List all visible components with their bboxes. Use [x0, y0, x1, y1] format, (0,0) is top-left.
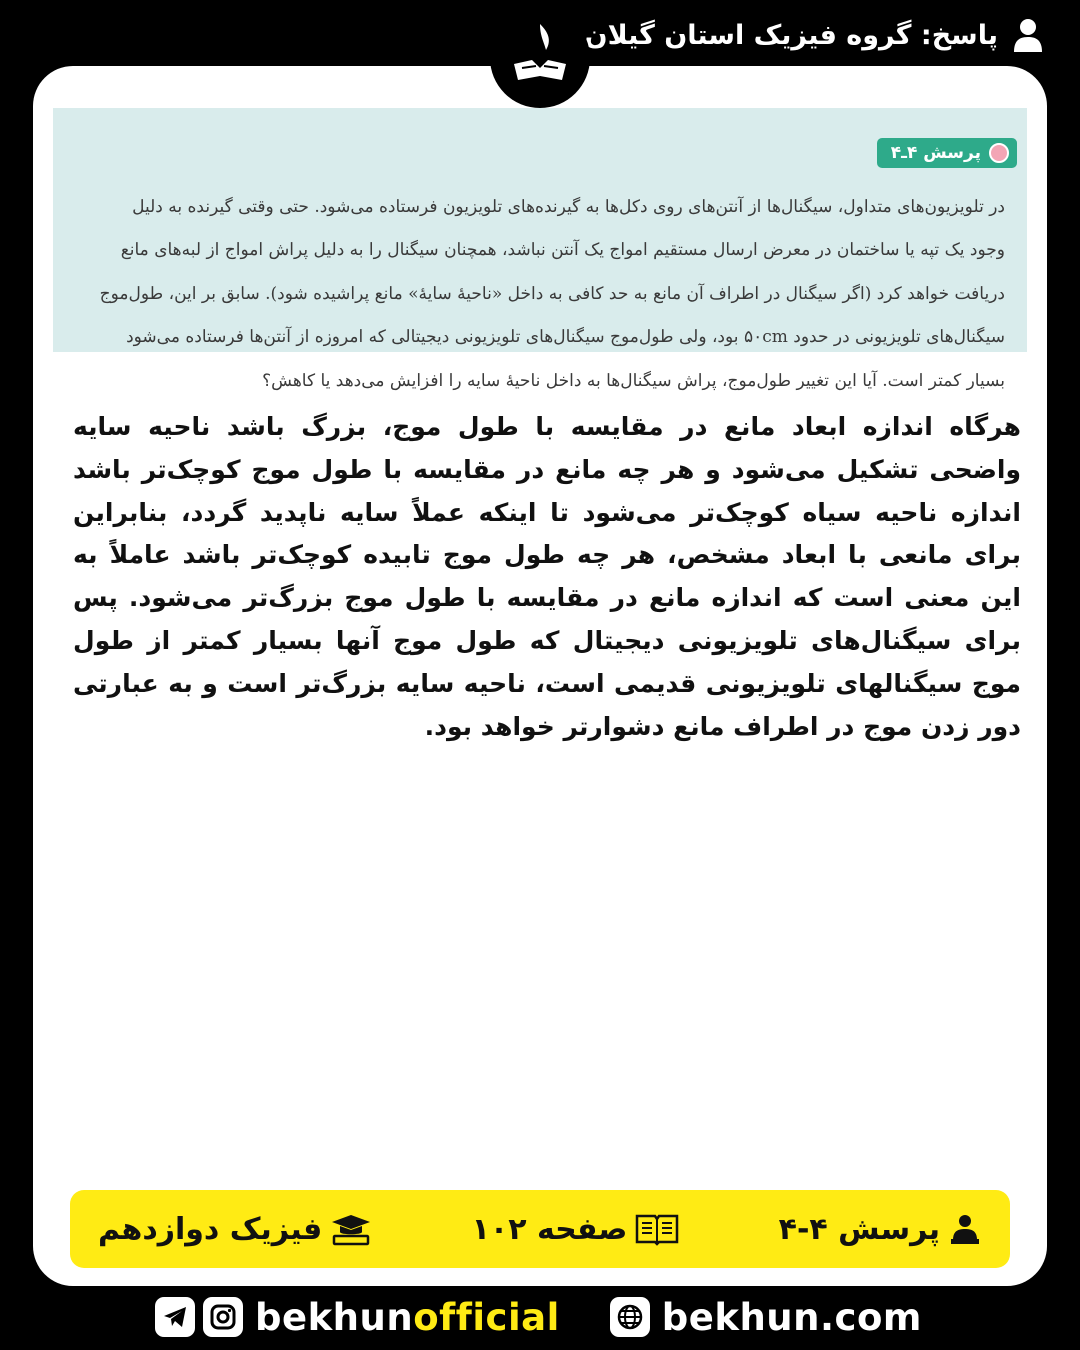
website-link[interactable]: bekhun.com: [661, 1295, 922, 1339]
question-line: بسیار کمتر است. آیا این تغییر طول‌موج، پراش سیگنال‌ها به داخل ناحیهٔ سایه را افزایش می‌دهد یا کاهش؟: [262, 370, 1005, 391]
subject-label: فیزیک دوازدهم: [98, 1211, 323, 1247]
question-line: دریافت خواهد کرد (اگر سیگنال در اطراف آن مانع به حد کافی به داخل «ناحیهٔ سایهٔ» مانع پراشیده شود). سابق بر این، طول‌موج: [99, 283, 1005, 304]
question-number-label: پرسش ۴-۴: [778, 1211, 940, 1247]
question-dot-icon: [989, 143, 1009, 163]
handle-main: bekhun: [255, 1295, 414, 1339]
telegram-icon[interactable]: [155, 1297, 195, 1337]
book-icon: [635, 1212, 679, 1246]
info-bar: [70, 1190, 1010, 1268]
content-card: [33, 66, 1047, 1286]
logo-icon: [500, 18, 580, 98]
answer-text: هرگاه اندازه ابعاد مانع در مقایسه با طول موج، بزرگ باشد ناحیه سایه واضحی تشکیل می‌شود و هر چه مانع در مقایسه با طول موج کوچک‌تر باشد اندازه ناحیه سیاه کوچک‌تر می‌شود تا اینکه عملاً سایه ناپدید گردد، بنابراین برای مانعی با ابعاد مشخص، هر چه طول موج تابیده کوچک‌تر باشد عاملاً به این معنی است که اندازه مانع در مقایسه با طول موج بزرگ‌تر می‌شود. پس برای سیگنال‌های تلویزیونی دیجیتال که طول موج آنها بسیار کمتر از طول موج سیگنالهای تلویزیونی قدیمی است، ناحیه سایه بزرگ‌تر است و به عبارتی دور زدن موج در اطراف مانع دشوارتر خواهد بود.: [73, 412, 1021, 741]
instagram-handle[interactable]: [255, 1296, 560, 1339]
question-text: [53, 186, 1005, 403]
globe-icon[interactable]: [610, 1297, 650, 1337]
question-tag: [877, 138, 1017, 168]
answer-credit: پاسخ: گروه فیزیک استان گیلان: [584, 19, 998, 51]
user-icon: [1012, 18, 1044, 52]
question-tag-label: پرسش ۴ـ۴: [890, 143, 981, 163]
teacher-icon: [948, 1212, 982, 1246]
bekhun-logo: [490, 8, 590, 108]
question-line: در تلویزیون‌های متداول، سیگنال‌ها از آنتن‌های روی دکل‌ها به گیرنده‌های تلویزیون فرستاده می‌شود. حتی وقتی گیرنده به دلیل: [132, 197, 1005, 217]
handle-highlight: official: [413, 1295, 560, 1339]
subject: [98, 1212, 372, 1247]
page-number-label: صفحه ۱۰۲: [471, 1211, 628, 1247]
question-number: [779, 1212, 982, 1247]
graduation-cap-icon: [330, 1212, 372, 1246]
question-line: سیگنال‌های تلویزیونی در حدود ۵۰cm بود، ولی طول‌موج سیگنال‌های تلویزیونی دیجیتالی که امروزه از آنتن‌ها فرستاده می‌شود: [126, 327, 1005, 348]
textbook-question: [53, 108, 1027, 391]
question-line: وجود یک تپه یا ساختمان در معرض ارسال مستقیم امواج یک آنتن نباشد، همچنان سیگنال را به دلیل پراش امواج از لبه‌های مانع: [120, 240, 1005, 261]
social-links: [0, 1292, 1080, 1342]
instagram-icon[interactable]: [203, 1297, 243, 1337]
page-number: [472, 1212, 680, 1247]
